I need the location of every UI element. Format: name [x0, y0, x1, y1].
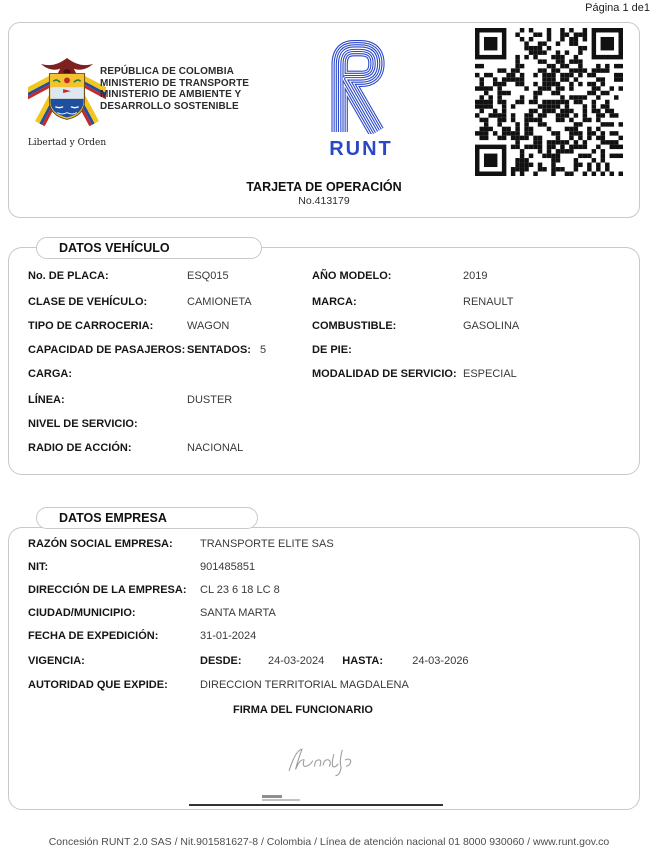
- field-value: 901485851: [200, 561, 256, 573]
- qr-code: [475, 28, 623, 176]
- field-row: [28, 320, 229, 332]
- doc-number: No.413179: [298, 195, 350, 207]
- field-label: NIT:: [28, 561, 49, 573]
- field-row: [312, 320, 519, 332]
- footer-text: Concesión RUNT 2.0 SAS / Nit.901581627-8 / Colombia / Línea de atención nacional 01 8000 930060 / www.runt.gov.co: [48, 836, 610, 848]
- field-value: ESQ015: [187, 270, 229, 282]
- ministry-line: MINISTERIO DE AMBIENTE Y: [100, 89, 242, 100]
- field-label: DIRECCIÓN DE LA EMPRESA:: [28, 584, 187, 596]
- field-row: [28, 584, 280, 596]
- ministry-line: REPÚBLICA DE COLOMBIA: [100, 66, 234, 77]
- page-number: Página 1 de1: [585, 2, 650, 14]
- field-label: LÍNEA:: [28, 394, 65, 406]
- field-row: [28, 270, 229, 282]
- field-label: AÑO MODELO:: [312, 270, 392, 282]
- field-value: TRANSPORTE ELITE SAS: [200, 538, 334, 550]
- field-row: [28, 679, 409, 691]
- hasta-value: 24-03-2026: [412, 655, 469, 667]
- field-label: MODALIDAD DE SERVICIO:: [312, 368, 457, 380]
- field-label: No. DE PLACA:: [28, 270, 109, 282]
- field-value: 31-01-2024: [200, 630, 257, 642]
- signature-icon: [286, 746, 356, 778]
- field-value: DIRECCION TERRITORIAL MAGDALENA: [200, 679, 409, 691]
- field-label: DE PIE:: [312, 344, 352, 356]
- field-value: 5: [259, 344, 267, 356]
- runt-logo-icon: [325, 40, 387, 134]
- field-row: [28, 344, 266, 356]
- doc-title: TARJETA DE OPERACIÓN: [246, 180, 402, 194]
- field-label: CARGA:: [28, 368, 72, 380]
- field-label: RADIO DE ACCIÓN:: [28, 442, 132, 454]
- field-label: TIPO DE CARROCERIA:: [28, 320, 154, 332]
- field-value: WAGON: [187, 320, 230, 332]
- field-label: RAZÓN SOCIAL EMPRESA:: [28, 538, 173, 550]
- field-label: MARCA:: [312, 296, 357, 308]
- desde-label: DESDE:: [200, 655, 242, 667]
- empresa-section-tab: DATOS EMPRESA: [36, 507, 258, 529]
- field-value: RENAULT: [463, 296, 514, 308]
- field-sublabel: SENTADOS:: [187, 344, 251, 356]
- vehicle-section-tab: DATOS VEHÍCULO: [36, 237, 262, 259]
- ministry-line: MINISTERIO DE TRANSPORTE: [100, 77, 250, 89]
- field-label: AUTORIDAD QUE EXPIDE:: [28, 679, 168, 691]
- field-value: CL 23 6 18 LC 8: [200, 584, 280, 596]
- desde-value: 24-03-2024: [268, 655, 325, 667]
- field-row: [28, 296, 252, 308]
- hasta-label: HASTA:: [342, 655, 384, 667]
- runt-logo-text: RUNT: [329, 138, 393, 160]
- field-row: [28, 368, 187, 380]
- field-row: [312, 270, 487, 282]
- field-row: [28, 418, 187, 430]
- field-label: CLASE DE VEHÍCULO:: [28, 296, 148, 308]
- ministry-title: [100, 66, 249, 112]
- field-value: GASOLINA: [463, 320, 520, 332]
- field-row: [28, 561, 255, 573]
- field-row: [312, 296, 514, 308]
- field-row: [28, 630, 256, 642]
- field-value: SANTA MARTA: [200, 607, 276, 619]
- field-value: CAMIONETA: [187, 296, 252, 308]
- firma-title: FIRMA DEL FUNCIONARIO: [233, 704, 373, 716]
- signature-stamp: [262, 795, 300, 801]
- field-row: [28, 394, 232, 406]
- field-label: FECHA DE EXPEDICIÓN:: [28, 630, 159, 642]
- field-label: COMBUSTIBLE:: [312, 320, 397, 332]
- vigencia-row: [28, 655, 469, 667]
- field-row: [312, 368, 517, 380]
- colombia-coat-of-arms-icon: [28, 56, 106, 134]
- field-value: ESPECIAL: [463, 368, 517, 380]
- coat-of-arms-caption: Libertad y Orden: [27, 138, 107, 148]
- field-row: [28, 607, 276, 619]
- field-label: CAPACIDAD DE PASAJEROS:: [28, 344, 186, 356]
- signature-line: [189, 804, 443, 806]
- field-row: [312, 344, 463, 356]
- field-row: [28, 442, 243, 454]
- field-value: 2019: [463, 270, 488, 282]
- field-label: VIGENCIA:: [28, 655, 85, 667]
- field-value: NACIONAL: [187, 442, 244, 454]
- ministry-line: DESARROLLO SOSTENIBLE: [100, 100, 239, 112]
- field-row: [28, 538, 334, 550]
- field-label: CIUDAD/MUNICIPIO:: [28, 607, 136, 619]
- field-value: DUSTER: [187, 394, 233, 406]
- field-label: NIVEL DE SERVICIO:: [28, 418, 138, 430]
